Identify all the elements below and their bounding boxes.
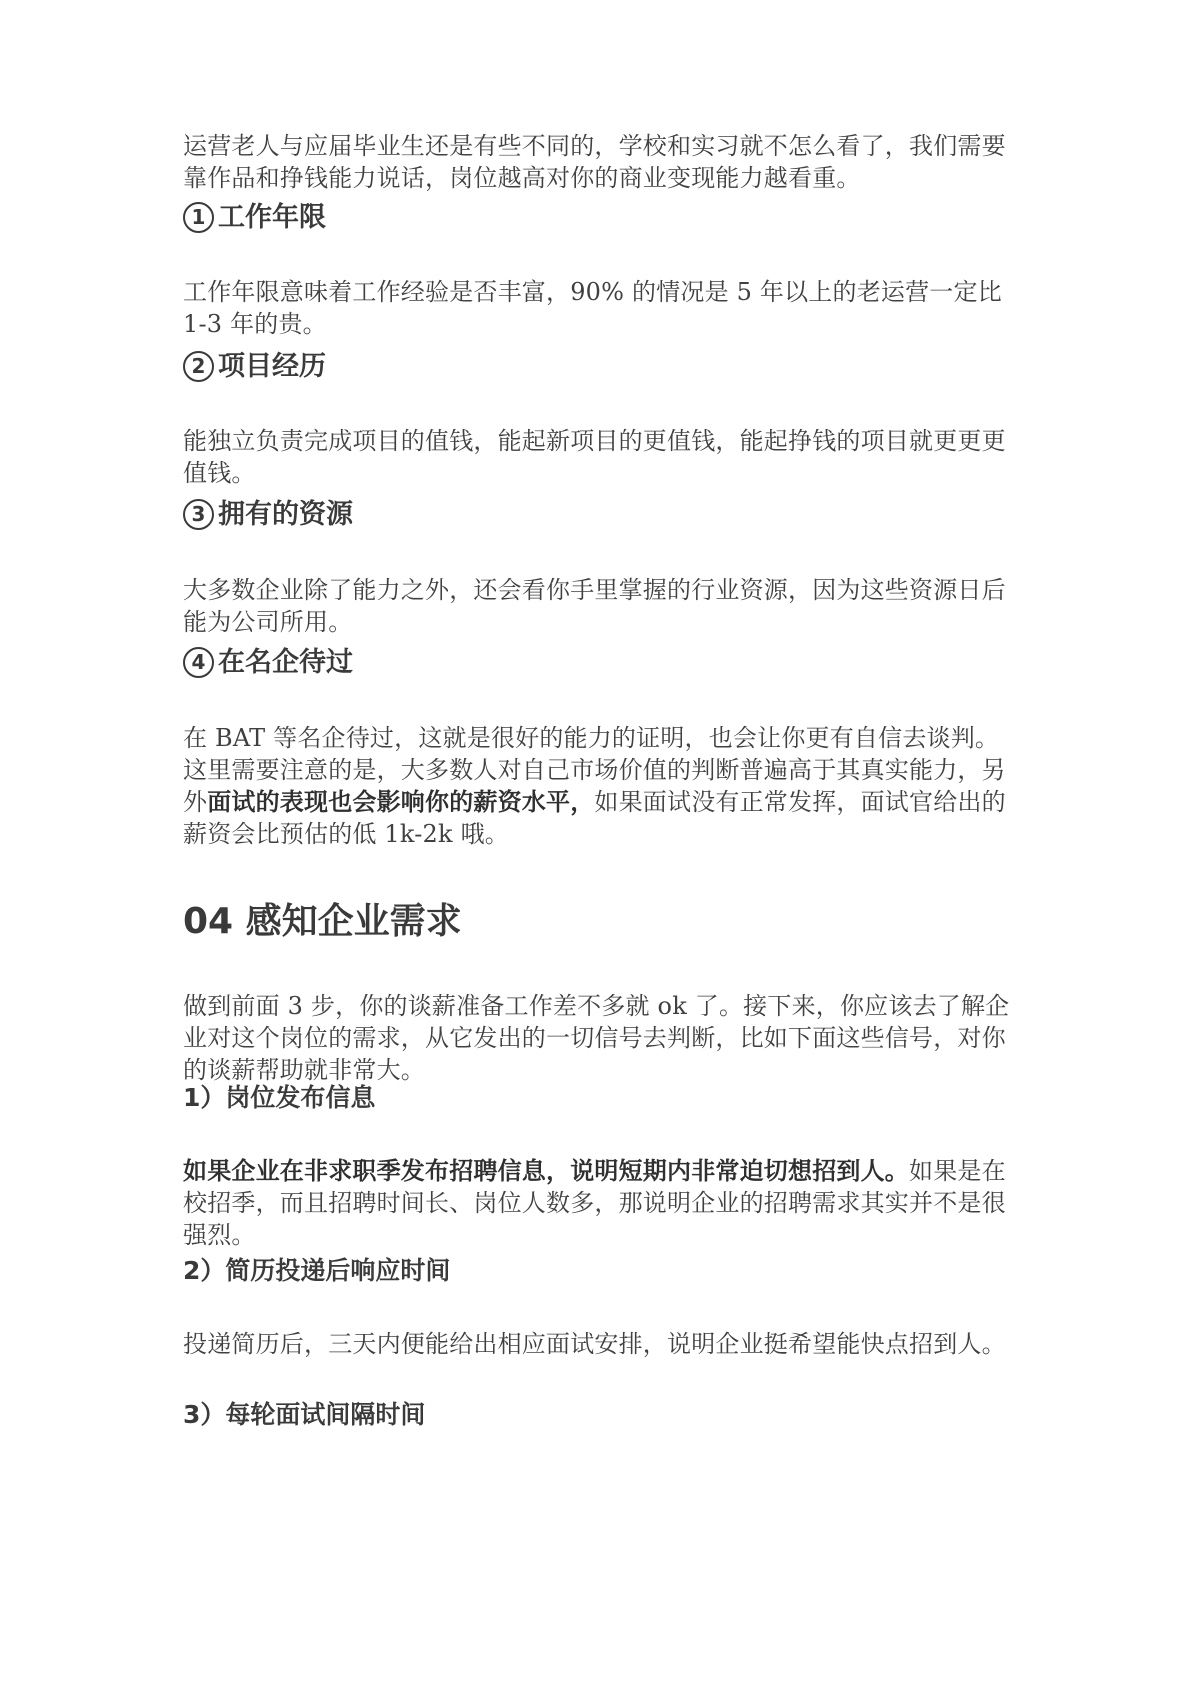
note-text-post: 如果面试没有正常发挥，面试官给出的薪资会比预估的低 1k-2k 哦。 [183, 788, 1006, 848]
factor-paragraph-1: 工作年限意味着工作经验是否丰富，90% 的情况是 5 年以上的老运营一定比 1-3 年的贵。 [183, 278, 1002, 338]
factor-title: 项目经历 [218, 351, 326, 382]
factor-title: 拥有的资源 [218, 499, 353, 530]
section-intro-paragraph: 做到前面 3 步，你的谈薪准备工作差不多就 ok 了。接下来，你应该去了解企业对这个岗位的需求，从它发出的一切信号去判断，比如下面这些信号，对你的谈薪帮助就非常大。 [183, 992, 1010, 1084]
circled-number: 1 [183, 202, 214, 233]
factor-heading-3 [183, 497, 353, 533]
factor-title: 在名企待过 [218, 647, 353, 678]
signal-heading-1: 1）岗位发布信息 [183, 1083, 376, 1112]
factor-heading-1 [183, 200, 326, 236]
signal-text: 如果是在校招季，而且招聘时间长、岗位人数多，那说明企业的招聘需求其实并不是很强烈。 [183, 1157, 1006, 1249]
note-text-bold: 面试的表现也会影响你的薪资水平， [207, 787, 595, 816]
circled-number: 2 [183, 351, 214, 382]
signal-text-bold: 如果企业在非求职季发布招聘信息，说明短期内非常迫切想招到人。 [183, 1156, 909, 1185]
signal-heading-2: 2）简历投递后响应时间 [183, 1256, 451, 1285]
intro-paragraph: 运营老人与应届毕业生还是有些不同的，学校和实习就不怎么看了，我们需要靠作品和挣钱能力说话，岗位越高对你的商业变现能力越看重。 [183, 132, 1006, 192]
factor-paragraph-4: 在 BAT 等名企待过，这就是很好的能力的证明，也会让你更有自信去谈判。 [183, 724, 1000, 752]
factor-paragraph-2: 能独立负责完成项目的值钱，能起新项目的更值钱，能起挣钱的项目就更更更值钱。 [183, 427, 1006, 487]
circled-number: 4 [183, 647, 214, 678]
signal-heading-3: 3）每轮面试间隔时间 [183, 1400, 426, 1429]
note-paragraph [183, 754, 1023, 850]
signal-paragraph-1 [183, 1155, 1023, 1251]
section-title: 04 感知企业需求 [183, 901, 462, 942]
circled-number: 3 [183, 499, 214, 530]
signal-paragraph-2: 投递简历后，三天内便能给出相应面试安排，说明企业挺希望能快点招到人。 [183, 1330, 1006, 1358]
note-text-pre: 这里需要注意的是，大多数人对自己市场价值的判断普遍高于其真实能力，另外 [183, 756, 1006, 816]
factor-paragraph-3: 大多数企业除了能力之外，还会看你手里掌握的行业资源，因为这些资源日后能为公司所用。 [183, 576, 1006, 636]
factor-title: 工作年限 [218, 202, 326, 233]
factor-heading-4 [183, 645, 353, 681]
factor-heading-2 [183, 349, 326, 385]
